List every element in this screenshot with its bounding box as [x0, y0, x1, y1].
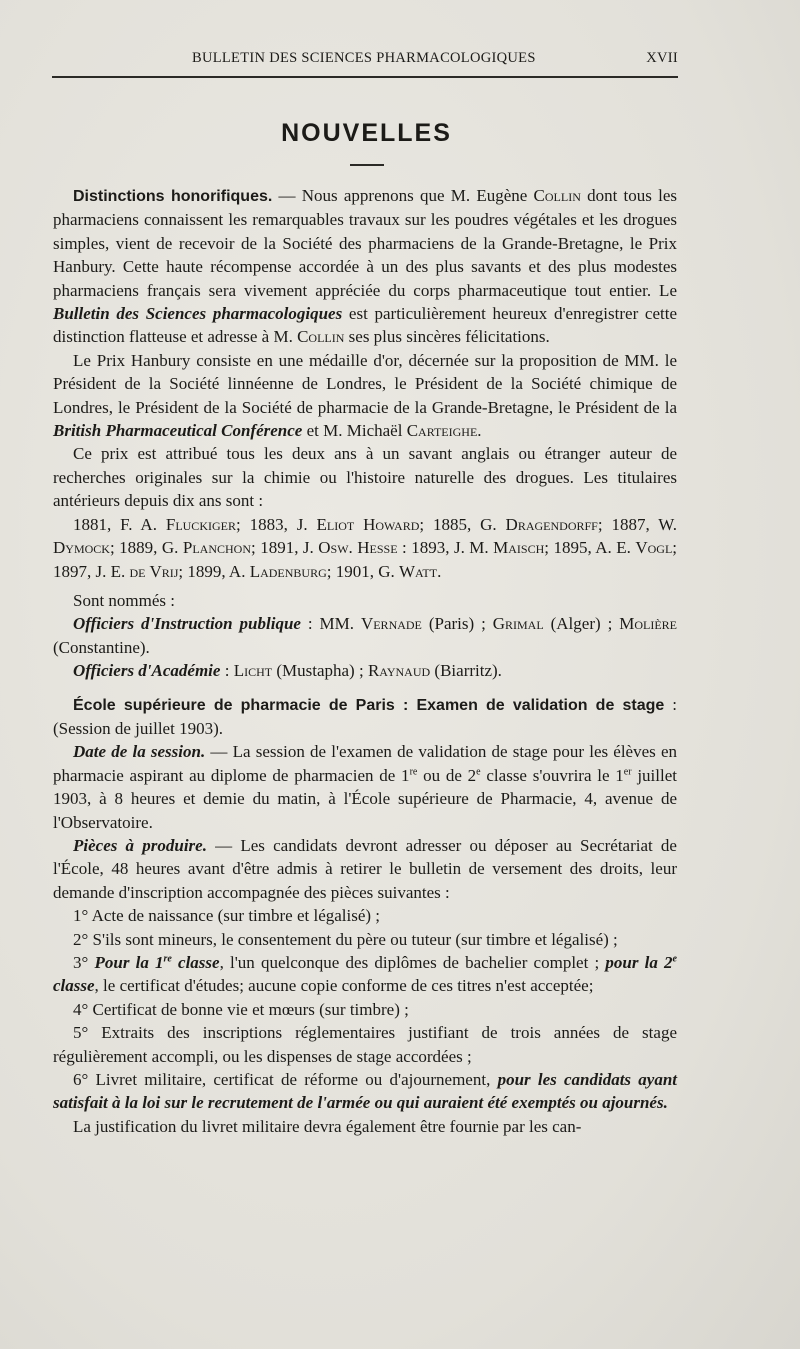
- bpc-title: British Pharmaceutical Conférence: [53, 421, 303, 441]
- name: Molière: [619, 614, 677, 634]
- text: 6° Livret militaire, certificat de réforme ou d'ajournement,: [73, 1070, 498, 1090]
- text: classe: [53, 976, 95, 996]
- text: ; 1885, G.: [419, 514, 506, 534]
- text: .: [437, 561, 442, 581]
- name: Raynaud: [367, 661, 431, 681]
- text: pour les candidats ayant satisfait à la loi sur le recrutement de l'armée ou qui auraient été exemptés ou ajournés.: [53, 1070, 677, 1113]
- prize-paragraph: [53, 349, 677, 443]
- nominations-intro: Sont nommés :: [73, 590, 176, 610]
- text: (Biarritz).: [430, 661, 502, 681]
- name: Dymock: [53, 538, 110, 558]
- text: et M. Michaël: [302, 421, 407, 441]
- journal-title: BULLETIN DES SCIENCES PHARMACOLOGIQUES: [192, 50, 536, 66]
- name-collin: Collin: [297, 327, 345, 347]
- text: , le certificat d'études; aucune copie conforme de ces titres n'est acceptée;: [94, 976, 594, 996]
- text: ; 1895, A. E.: [544, 538, 636, 558]
- superscript: e: [476, 766, 481, 778]
- superscript: er: [623, 766, 632, 778]
- text: classe s'ouvrira le 1: [480, 765, 624, 785]
- text: — Les candidats devront adresser ou déposer au Secrétariat de l'École, 48 heures avant d'être admis à retirer le bulletin de versement des droits, leur demande d'inscription accompagnée des pièces suivantes :: [53, 835, 677, 902]
- name-carteighe: Carteighe: [406, 421, 478, 441]
- text: classe: [171, 953, 220, 972]
- text: (Paris) ;: [421, 614, 493, 634]
- text: est particulièrement heureux d'enregistrer cette distinction flatteuse et adresse à M.: [53, 304, 677, 347]
- section-title: NOUVELLES: [281, 119, 452, 147]
- last-line: La justification du livret militaire devra également être fournie par les can-: [73, 1116, 582, 1136]
- superscript: re: [409, 766, 418, 778]
- text: .: [477, 421, 482, 441]
- text: Le Prix Hanbury consiste en une médaille d'or, décernée sur la proposition de MM. le Président de la Société linnéenne de Londres, le Président de la Société chimique de Londres, le Président de la Société de pharmacie de la Grande-Bretagne, le Président de la: [53, 350, 677, 417]
- session-text: : (Session de juillet 1903).: [53, 694, 678, 738]
- list-item: [53, 1068, 677, 1115]
- text: ; 1897, J. E.: [53, 538, 678, 581]
- title-rule: [350, 164, 384, 166]
- text: dont tous les pharmaciens connaissent les remarquables travaux sur les poudres végétales et les drogues simples, vient de recevoir de la Société des pharmaciens de la Grande-Bretagne, le Prix Hanbury. Cette haute récompense accordée à un des plus savants et des plus modestes pharmaciens français sera vivement appréciée du corps pharmaceutique tout entier. Le: [53, 186, 677, 300]
- list-item: 4° Certificat de bonne vie et mœurs (sur timbre) ;: [73, 999, 409, 1019]
- text: ; 1883, J.: [235, 514, 317, 534]
- text: ses plus sincères félicitations.: [344, 327, 550, 347]
- officiers-instruction: [53, 612, 677, 659]
- oip-label: Officiers d'Instruction publique: [73, 614, 301, 634]
- name: Watt: [399, 561, 438, 581]
- text: : 1893, J. M.: [397, 538, 494, 558]
- name: Planchon: [182, 538, 251, 558]
- name: Fluckiger: [165, 514, 236, 534]
- oa-label: Officiers d'Académie: [73, 661, 221, 681]
- text: ; 1887, W.: [597, 514, 678, 534]
- list-item: 1° Acte de naissance (sur timbre et légalisé) ;: [73, 906, 381, 926]
- distinctions-paragraph: [53, 184, 677, 349]
- text: :: [220, 661, 234, 681]
- text: ; 1899, A.: [178, 561, 250, 581]
- pieces-label: Pièces à produire.: [73, 835, 207, 855]
- text: ; 1889, G.: [109, 538, 183, 558]
- laureates-intro: Ce prix est attribué tous les deux ans à un savant anglais ou étranger auteur de recherches originales sur la chimie ou l'histoire naturelle des drogues. Les titulaires antérieurs depuis dix ans sont :: [53, 444, 677, 511]
- superscript: re: [163, 953, 172, 965]
- name: Vernade: [360, 614, 422, 634]
- name: Maisch: [493, 538, 545, 558]
- name: Dragendorff: [505, 514, 598, 534]
- text: ; 1901, G.: [326, 561, 400, 581]
- text: ; 1891, J.: [251, 538, 319, 558]
- name: de Vrij: [129, 561, 179, 581]
- text: (Mustapha) ;: [272, 661, 368, 681]
- text: 3°: [73, 953, 95, 972]
- ecole-heading-paragraph: [53, 693, 677, 741]
- text: — Nous apprenons que M. Eugène: [272, 186, 534, 205]
- list-item: 5° Extraits des inscriptions réglementaires justifiant de trois années de stage régulièrement accompli, ou les dispenses de stage accordées ;: [53, 1023, 677, 1066]
- name: Ladenburg: [249, 561, 327, 581]
- text: — La session de l'examen de validation de stage pour les élèves en pharmacie aspirant au diplome de pharmacien de 1: [53, 742, 678, 785]
- text: ou de 2: [417, 765, 477, 785]
- page-number: XVII: [646, 50, 678, 66]
- superscript: e: [672, 953, 677, 965]
- text: Pour la 1: [94, 953, 164, 972]
- header-rule: [52, 76, 678, 78]
- text: 1881, F. A.: [73, 514, 166, 534]
- text: (Constantine).: [53, 637, 150, 657]
- text: : MM.: [300, 614, 361, 634]
- laureates-list: [53, 513, 677, 583]
- text: pour la 2: [605, 953, 673, 972]
- list-item: [53, 951, 677, 998]
- distinctions-heading: Distinctions honorifiques.: [73, 188, 273, 205]
- ecole-heading: École supérieure de pharmacie de Paris : Examen de validation de stage: [73, 696, 665, 714]
- article-body: [53, 184, 677, 1138]
- name: Licht: [233, 661, 273, 681]
- text: (Alger) ;: [543, 614, 620, 634]
- text: juillet 1903, à 8 heures et demie du matin, à l'École supérieure de Pharmacie, 4, avenue de l'Observatoire.: [53, 765, 677, 832]
- name: Osw. Hesse: [318, 538, 398, 558]
- officiers-academie: [53, 659, 677, 682]
- date-label: Date de la session.: [73, 742, 206, 762]
- name: Vogl: [635, 538, 673, 558]
- bulletin-title: Bulletin des Sciences pharmacologiques: [53, 304, 343, 324]
- name: Eliot Howard: [316, 514, 420, 534]
- list-item: 2° S'ils sont mineurs, le consentement du père ou tuteur (sur timbre et légalisé) ;: [73, 929, 618, 949]
- text: , l'un quelconque des diplômes de bachelier complet ;: [219, 953, 606, 972]
- name: Grimal: [492, 614, 544, 634]
- date-paragraph: [53, 740, 677, 834]
- pieces-paragraph: [53, 834, 677, 904]
- name-collin: Collin: [533, 186, 581, 205]
